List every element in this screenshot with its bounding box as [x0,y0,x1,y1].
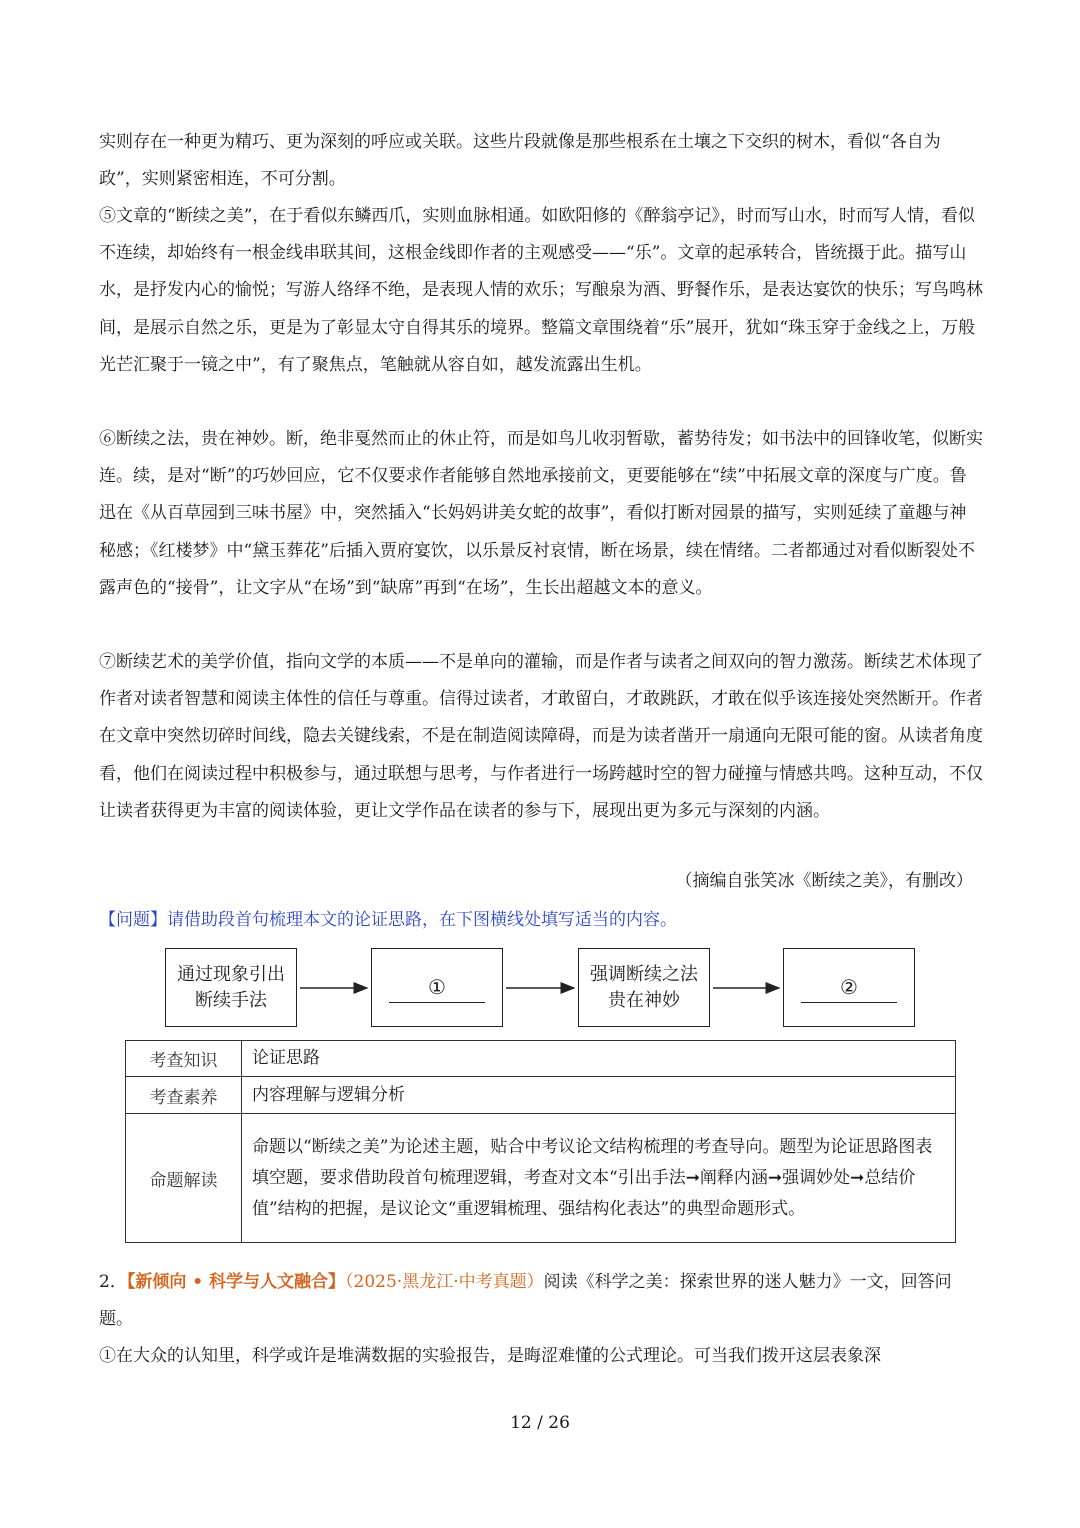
table-value: 内容理解与逻辑分析 [242,1077,956,1114]
table-row [126,1077,956,1114]
paragraph-6: ⑥断续之法，贵在神妙。断，绝非戛然而止的休止符，而是如鸟儿收羽暂歇，蓄势待发；如书法中的回锋收笔，似断实连。续，是对“断”的巧妙回应，它不仅要求作者能够自然地承接前文，更要能够在“续”中拓展文章的深度与广度。鲁迅在《从百草园到三味书屋》中，突然插入“长妈妈讲美女蛇的故事”，看似打断对园景的描写，实则延续了童趣与神秘感；《红楼梦》中“黛玉葬花”后插入贾府宴饮，以乐景反衬哀情，断在场景，续在情绪。二者都通过对看似断裂处不露声色的“接骨”，让文字从“在场”到“缺席”再到“在场”，生长出超越文本的意义。 [99,429,983,598]
flow-box-2 [371,948,503,1027]
paragraph-5: ⑤文章的“断续之美”，在于看似东鳞西爪，实则血脉相通。如欧阳修的《醉翁亭记》，时而写山水，时而写人情，看似不连续，却始终有一根金线串联其间，这根金线即作者的主观感受——“乐”。文章的起承转合，皆统摄于此。描写山水，是抒发内心的愉悦；写游人络绎不绝，是表现人情的欢乐；写酿泉为酒、野餐作乐，是表达宴饮的快乐；写鸟鸣林间，是展示自然之乐，更是为了彰显太守自得其乐的境界。整篇文章围绕着“乐”展开，犹如“珠玉穿于金线之上，万般光芒汇聚于一镜之中”，有了聚焦点，笔触就从容自如，越发流露出生机。 [99,206,983,375]
table-value: 论证思路 [242,1041,956,1077]
q2-source: （2025·黑龙江·中考真题） [345,1272,544,1292]
blank-1[interactable]: ① [389,972,485,1003]
q2-paragraph-1: ①在大众的认知里，科学或许是堆满数据的实验报告，是晦涩难懂的公式理论。可当我们拨开这层表象深 [99,1346,881,1366]
question-label: 【问题】 [99,910,167,930]
flow-box-1 [165,948,297,1027]
blank-2[interactable]: ② [801,972,897,1003]
table-value: 命题以“断续之美”为论述主题，贴合中考议论文结构梳理的考查导向。题型为论证思路图表填空题，要求借助段首句梳理逻辑，考查对文本“引出手法➞阐释内涵➞强调妙处➞总结价值”结构的把握，是议论文“重逻辑梳理、强结构化表达”的典型命题形式。 [242,1114,956,1243]
table-key: 考查素养 [126,1077,242,1114]
paragraph-7: ⑦断续艺术的美学价值，指向文学的本质——不是单向的灌输，而是作者与读者之间双向的智力激荡。断续艺术体现了作者对读者智慧和阅读主体性的信任与尊重。信得过读者，才敢留白，才敢跳跃，才敢在似乎该连接处突然断开。作者在文章中突然切碎时间线，隐去关键线索，不是在制造阅读障碍，而是为读者凿开一扇通向无限可能的窗。从读者角度看，他们在阅读过程中积极参与，通过联想与思考，与作者进行一场跨越时空的智力碰撞与情感共鸣。这种互动，不仅让读者获得更为丰富的阅读体验，更让文学作品在读者的参与下，展现出更为多元与深刻的内涵。 [99,652,983,821]
q2-tag: 【新倾向 • 科学与人文融合】 [126,1272,346,1292]
question-text: 请借助段首句梳理本文的论证思路，在下图横线处填写适当的内容。 [167,910,677,930]
question-2 [99,1264,983,1375]
flow-box-3 [578,948,710,1027]
table-row [126,1114,956,1243]
info-table [125,1040,956,1243]
q2-intro: 阅读《科学之美：探索世界的迷人魅力》一文，回答问题。 [99,1272,952,1329]
q2-number: 2． [99,1272,127,1292]
flow-box-3-text: 强调断续之法贵在神妙 [590,963,698,1011]
page-number: 12 / 26 [510,1413,570,1433]
question-line [99,905,677,930]
flow-box-4 [783,948,915,1027]
flow-box-1-text: 通过现象引出断续手法 [177,963,285,1011]
table-row [126,1041,956,1077]
table-key: 考查知识 [126,1041,242,1077]
paragraph-continued: 实则存在一种更为精巧、更为深刻的呼应或关联。这些片段就像是那些根系在土壤之下交织的树木，看似“各自为政”，实则紧密相连，不可分割。 [99,132,941,190]
table-key: 命题解读 [126,1114,242,1243]
source-citation: （摘编自张笑冰《断续之美》，有删改） [675,871,973,891]
